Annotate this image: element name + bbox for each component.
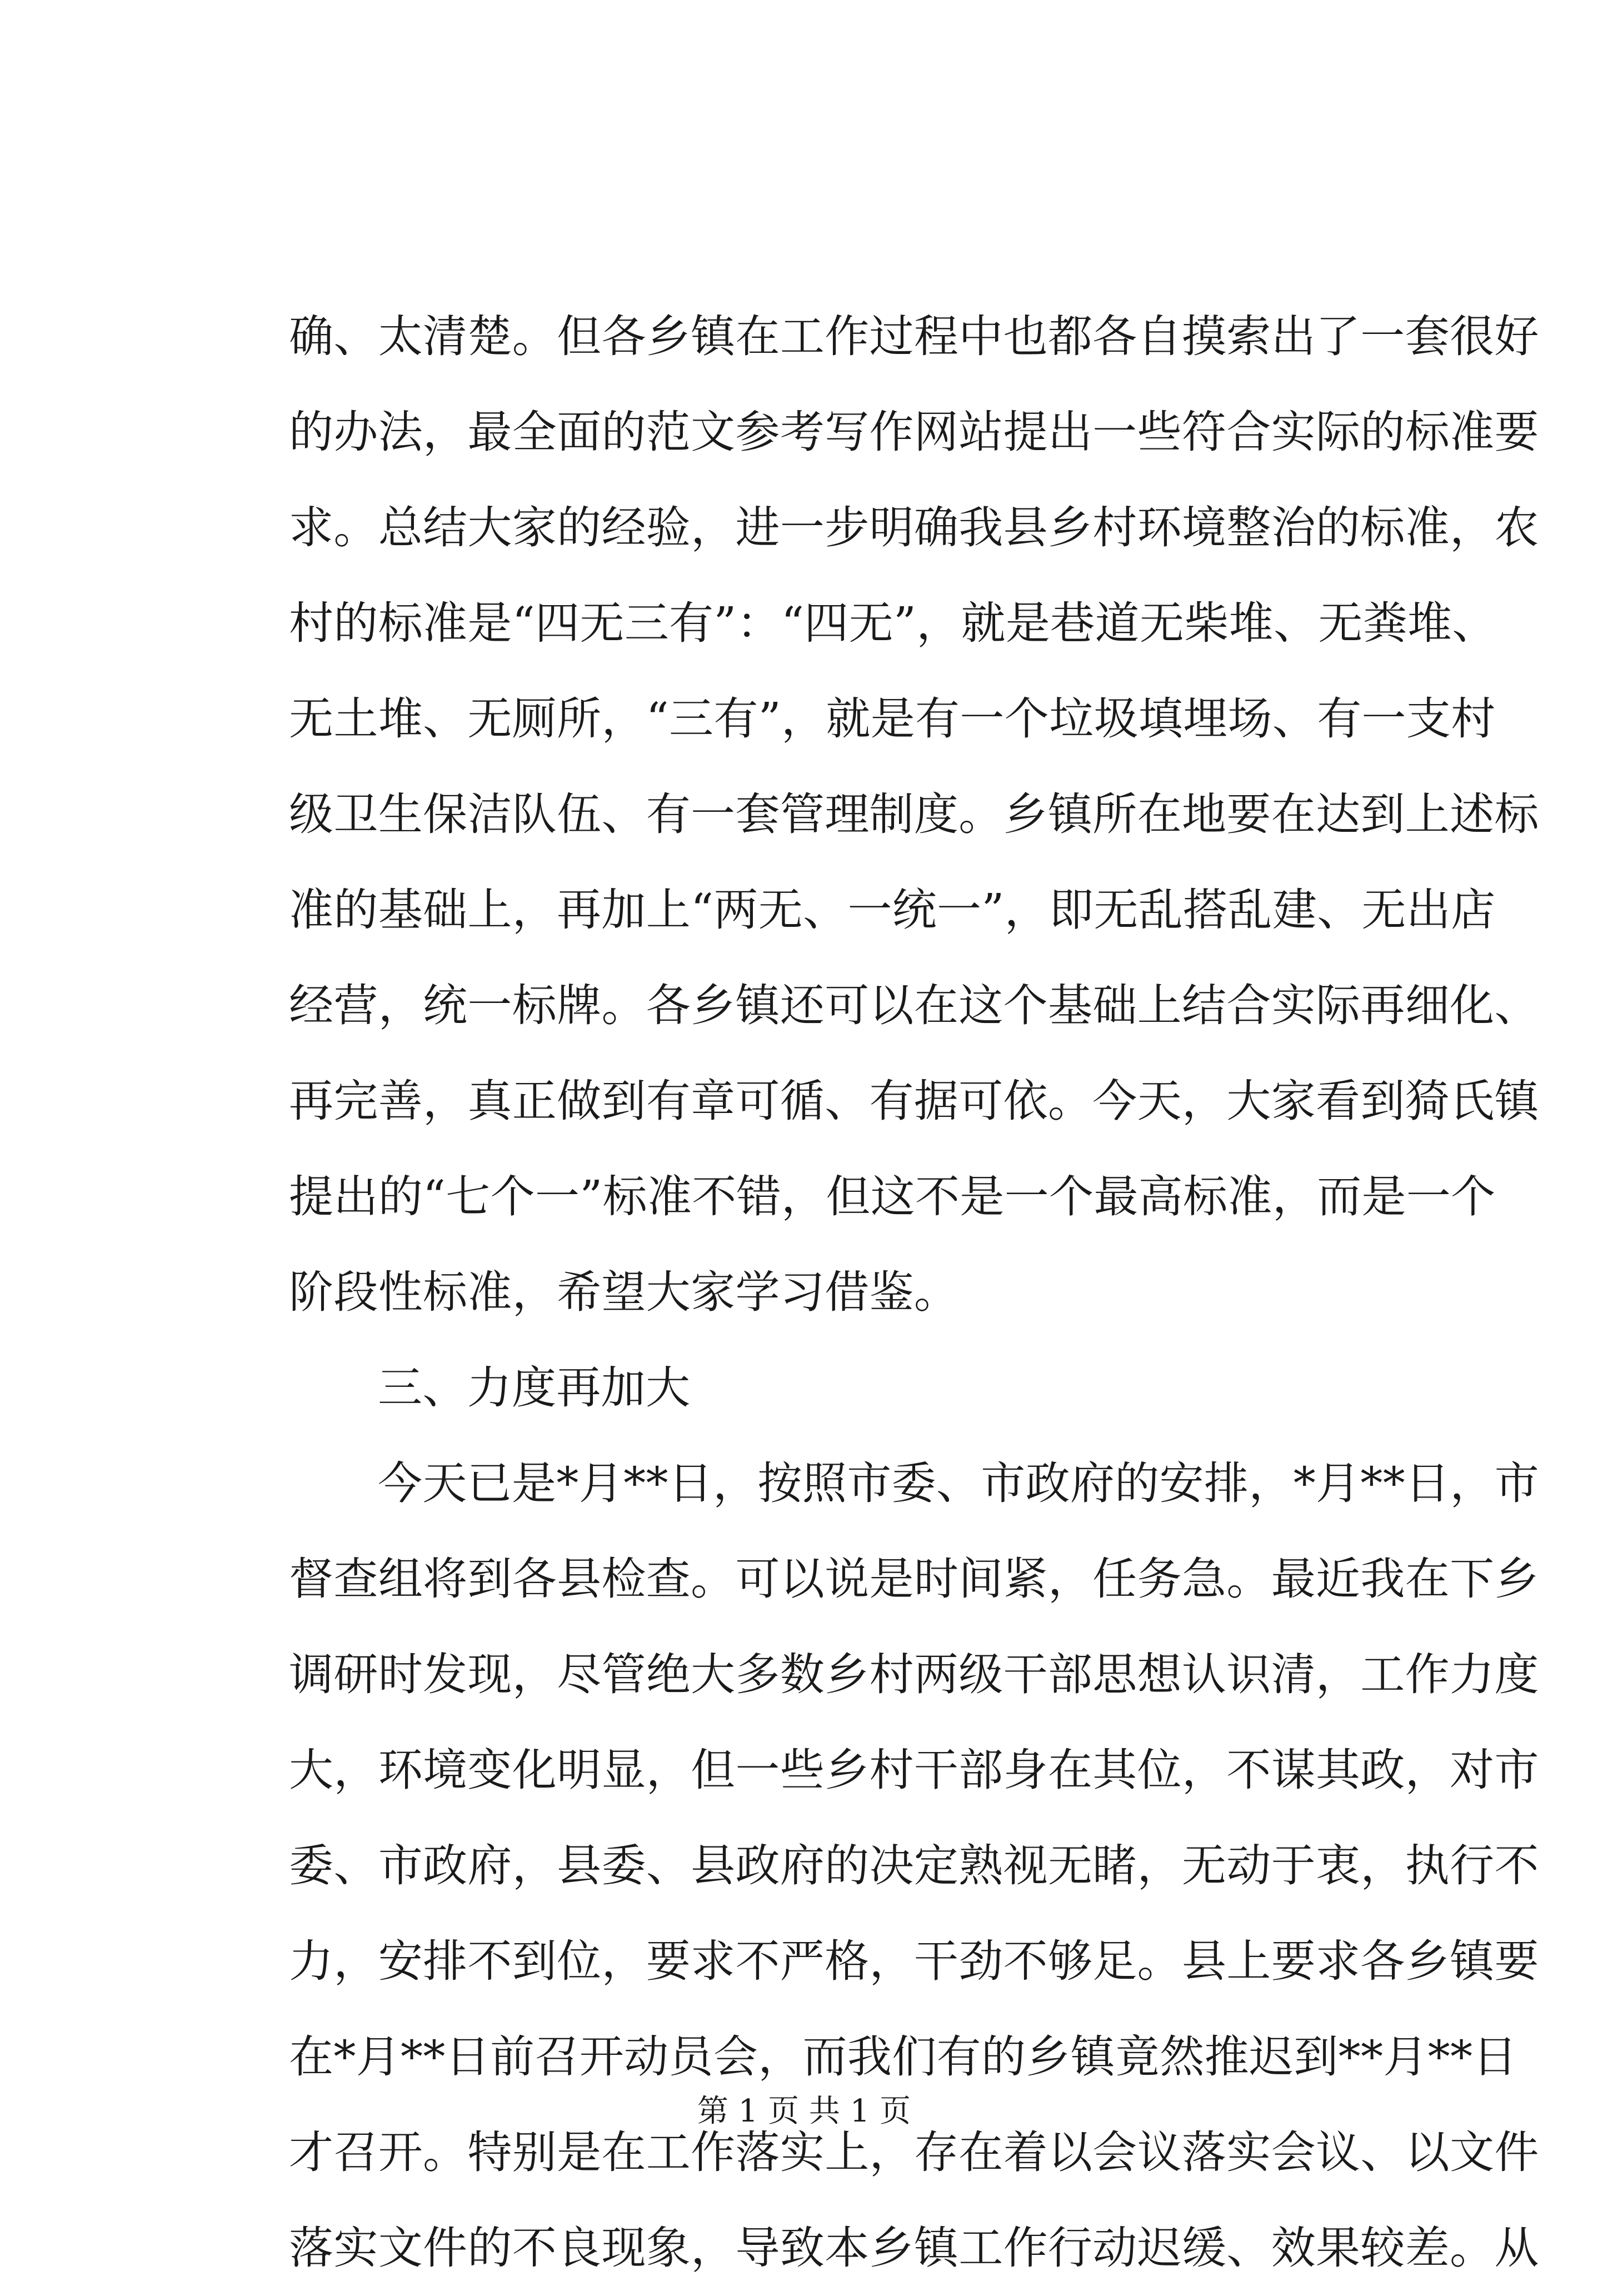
text-line: 经营，统一标牌。各乡镇还可以在这个基础上结合实际再细化、 — [289, 980, 1539, 1031]
text-line: 在*月**日前召开动员会，而我们有的乡镇竟然推迟到**月**日 — [289, 2031, 1517, 2083]
page-number: 第 1 页 共 1 页 — [697, 2093, 911, 2129]
section-heading — [289, 1340, 1407, 1436]
text-line: 力，安排不到位，要求不严格，干劲不够足。县上要求各乡镇要 — [289, 1935, 1539, 1987]
text-line: 准的基础上，再加上“两无、一统一”，即无乱搭乱建、无出店 — [289, 884, 1496, 936]
text-line: 落实文件的不良现象，导致本乡镇工作行动迟缓、效果较差。从 — [289, 2222, 1539, 2274]
text-line: 阶段性标准，希望大家学习借鉴。 — [289, 1266, 959, 1318]
paragraph — [289, 1436, 1540, 2296]
heading-line: 三、力度再加大 — [378, 1362, 691, 1414]
paragraph-continuation — [289, 289, 1539, 1340]
text-line: 才召开。特别是在工作落实上，存在着以会议落实会议、以文件 — [289, 2127, 1539, 2178]
text-line: 求。总结大家的经验，进一步明确我县乡村环境整治的标准，农 — [289, 502, 1539, 553]
text-line: 确、太清楚。但各乡镇在工作过程中也都各自摸索出了一套很好 — [289, 311, 1539, 362]
text-line: 级卫生保洁队伍、有一套管理制度。乡镇所在地要在达到上述标 — [289, 788, 1539, 840]
text-line: 调研时发现，尽管绝大多数乡村两级干部思想认识清，工作力度 — [289, 1649, 1539, 1700]
text-line: 委、市政府，县委、县政府的决定熟视无睹，无动于衷，执行不 — [289, 1840, 1539, 1891]
text-line: 提出的“七个一”标准不错，但这不是一个最高标准，而是一个 — [289, 1171, 1496, 1222]
text-line: 再完善，真正做到有章可循、有据可依。今天，大家看到猗氏镇 — [289, 1075, 1539, 1127]
document-body — [289, 289, 1540, 2296]
text-line: 的办法，最全面的范文参考写作网站提出一些符合实际的标准要 — [289, 406, 1539, 458]
text-line: 今天已是*月**日，按照市委、市政府的安排，*月**日，市 — [378, 1458, 1540, 1509]
text-line: 大，环境变化明显，但一些乡村干部身在其位，不谋其政，对市 — [289, 1744, 1539, 1796]
page-footer — [0, 2089, 1608, 2134]
text-line: 督查组将到各县检查。可以说是时间紧，任务急。最近我在下乡 — [289, 1553, 1539, 1605]
text-line: 无土堆、无厕所，“三有”，就是有一个垃圾填埋场、有一支村 — [289, 693, 1496, 745]
text-line: 村的标准是“四无三有”：“四无”，就是巷道无柴堆、无粪堆、 — [289, 597, 1497, 649]
